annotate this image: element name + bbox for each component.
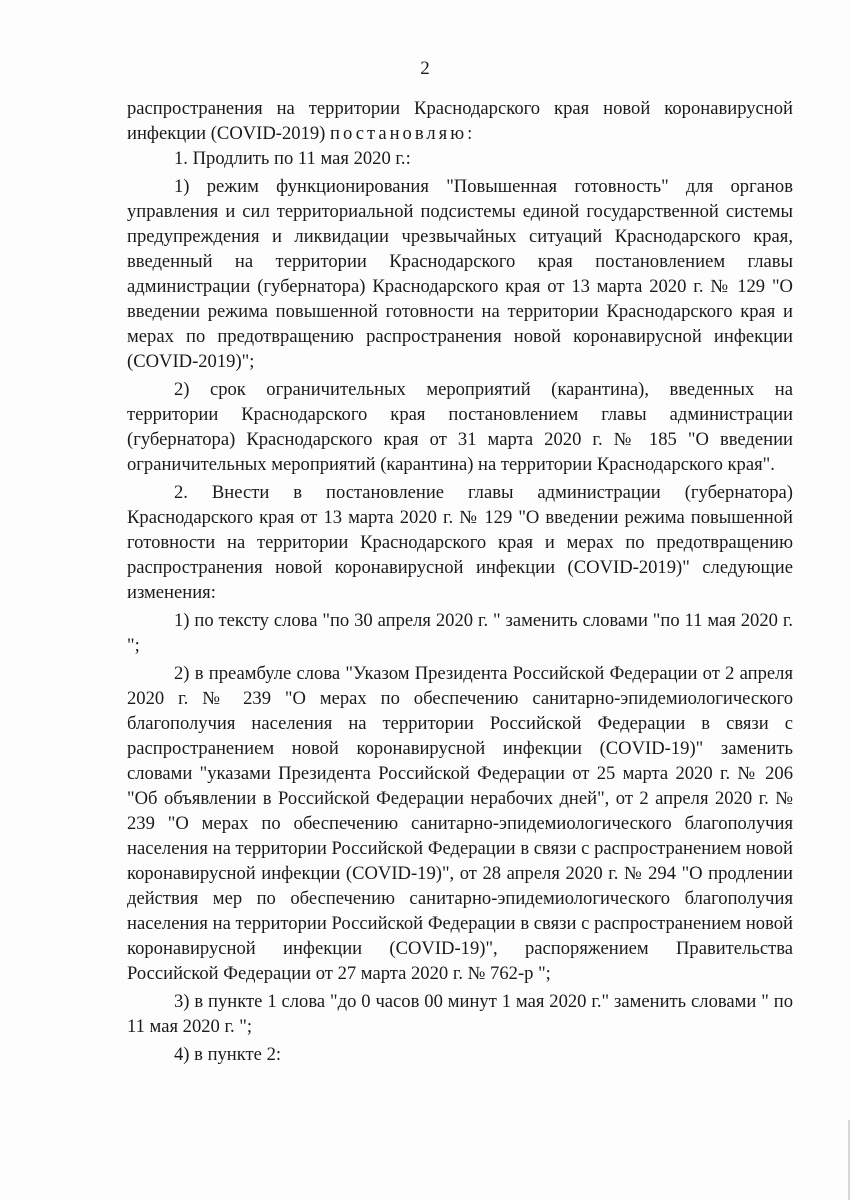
paragraph-preamble-continuation <box>127 96 793 146</box>
preamble-colon: : <box>467 123 473 144</box>
paragraph-item-2-1: 1) по тексту слова "по 30 апреля 2020 г. " заменить словами "по 11 мая 2020 г. "; <box>127 610 793 656</box>
resolution-keyword: постановляю <box>330 123 468 144</box>
paragraph-item-1: 1. Продлить по 11 мая 2020 г.: <box>174 148 411 169</box>
paragraph-item-1-1: 1) режим функционирования "Повышенная готовность" для органов управления и сил территориальной подсистемы единой государственной системы предупреждения и ликвидации чрезвычайных ситуаций Краснодарского края, введенный на территории Краснодарского края постановлением главы администрации (губернатора) Краснодарского края от 13 марта 2020 г. № 129 "О введении режима повышенной готовности на территории Краснодарского края и мерах по предотвращению распространения новой коронавирусной инфекции (COVID-2019)"; <box>127 176 793 372</box>
document-body <box>127 96 793 1067</box>
page-number: 2 <box>420 58 430 79</box>
paragraph-item-2-4: 4) в пункте 2: <box>174 1044 282 1065</box>
paragraph-item-2-3: 3) в пункте 1 слова "до 0 часов 00 минут 1 мая 2020 г." заменить словами " по 11 мая 2020 г. "; <box>127 991 793 1037</box>
preamble-text: распространения на территории Краснодарского края новой коронавирусной инфекции (COVID-2019) <box>127 98 793 144</box>
paragraph-item-2: 2. Внести в постановление главы администрации (губернатора) Краснодарского края от 13 марта 2020 г. № 129 "О введении режима повышенной готовности на территории Краснодарского края и мерах по предотвращению распространения новой коронавирусной инфекции (COVID-2019)" следующие изменения: <box>127 482 793 603</box>
paragraph-item-1-2: 2) срок ограничительных мероприятий (карантина), введенных на территории Краснодарского края постановлением главы администрации (губернатора) Краснодарского края от 31 марта 2020 г. № 185 "О введении ограничительных мероприятий (карантина) на территории Краснодарского края". <box>127 379 793 475</box>
paragraph-item-2-2: 2) в преамбуле слова "Указом Президента Российской Федерации от 2 апреля 2020 г. № 239 "О мерах по обеспечению санитарно-эпидемиологического благополучия населения на территории Российской Федерации в связи с распространением новой коронавирусной инфекции (COVID-19)" заменить словами "указами Президента Российской Федерации от 25 марта 2020 г. № 206 "Об объявлении в Российской Федерации нерабочих дней", от 2 апреля 2020 г. № 239 "О мерах по обеспечению санитарно-эпидемиологического благополучия населения на территории Российской Федерации в связи с распространением новой коронавирусной инфекции (COVID-19)", от 28 апреля 2020 г. № 294 "О продлении действия мер по обеспечению санитарно-эпидемиологического благополучия населения на территории Российской Федерации в связи с распространением новой коронавирусной инфекции (COVID-19)", распоряжением Правительства Российской Федерации от 27 марта 2020 г. № 762-р "; <box>127 663 793 984</box>
